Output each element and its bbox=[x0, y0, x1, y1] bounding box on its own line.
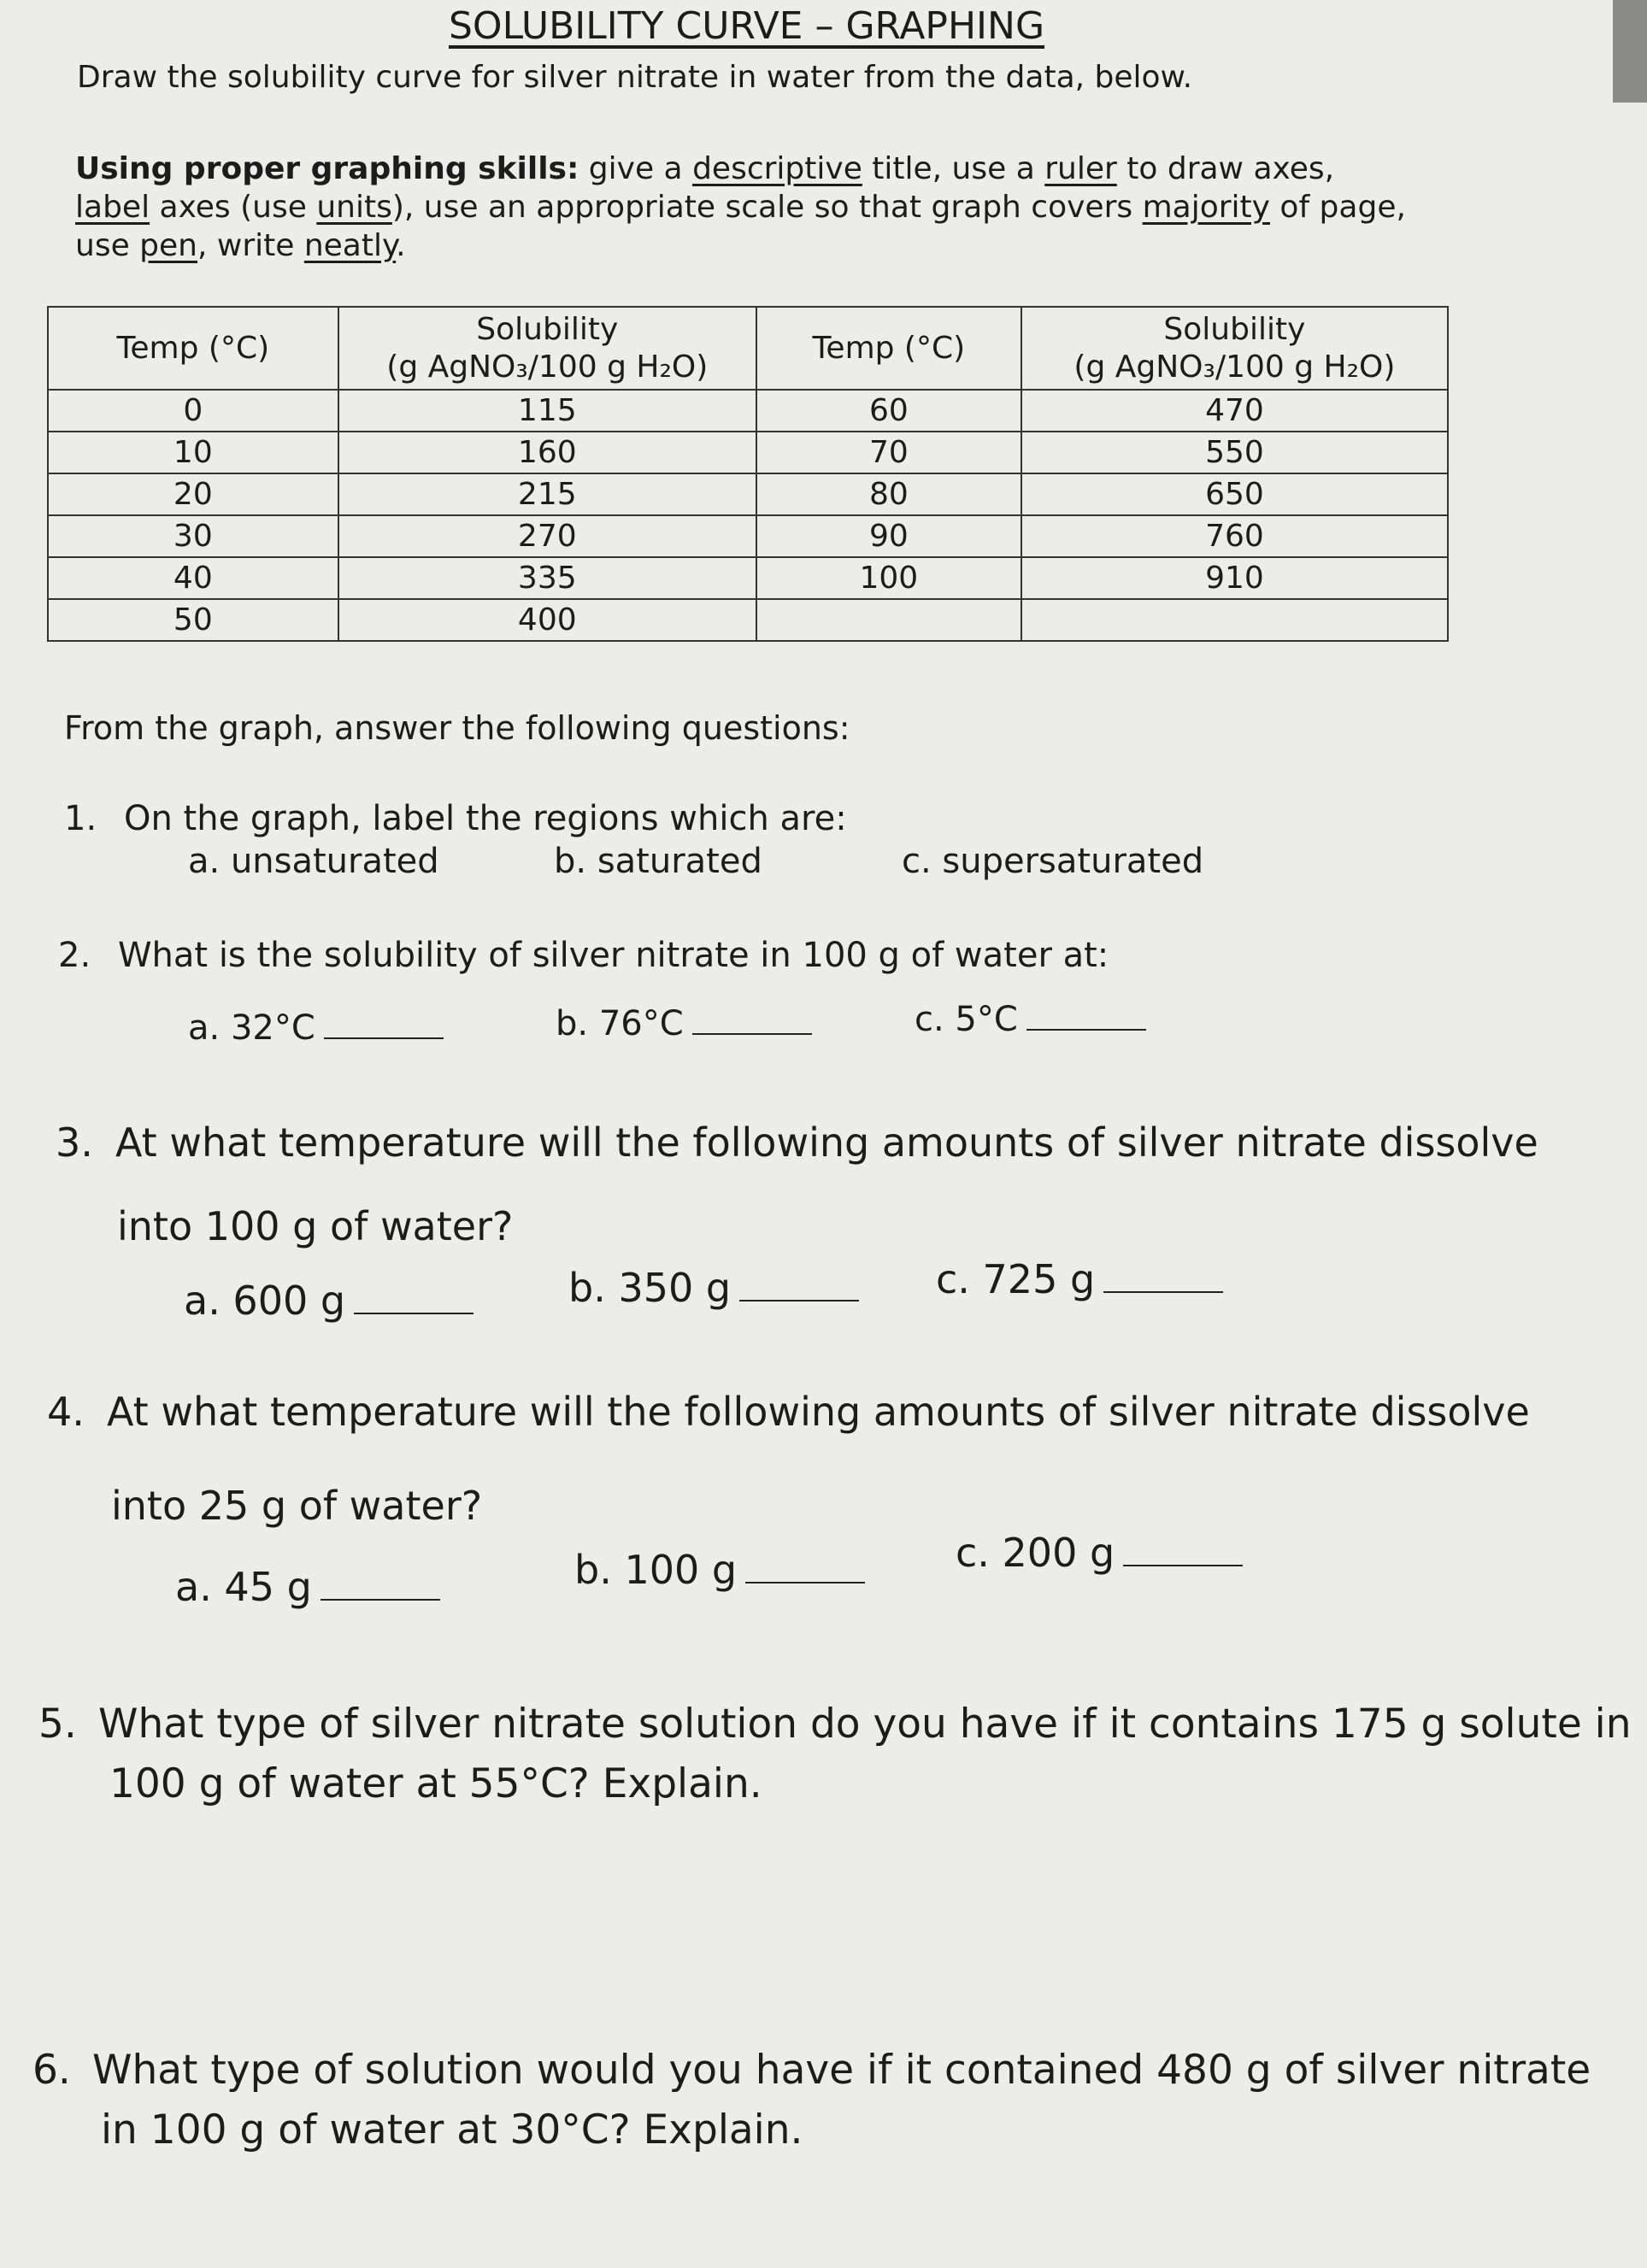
skills-descriptive: descriptive bbox=[692, 151, 862, 186]
question-text: At what temperature will the following amounts of silver nitrate dissolve bbox=[107, 1389, 1530, 1435]
q4-option-a bbox=[175, 1564, 440, 1610]
question-5-line2: 100 g of water at 55°C? Explain. bbox=[109, 1760, 762, 1807]
header-solubility-1 bbox=[338, 307, 756, 390]
question-number: 1. bbox=[64, 799, 97, 838]
cell-temp: 80 bbox=[756, 473, 1021, 515]
header-sol-line1: Solubility bbox=[476, 311, 619, 347]
header-sol-line2: (g AgNO₃/100 g H₂O) bbox=[1073, 349, 1396, 385]
skills-text: , write bbox=[197, 228, 304, 263]
question-text: What type of silver nitrate solution do you have if it contains 175 g solute in bbox=[98, 1701, 1632, 1748]
question-3 bbox=[56, 1119, 1538, 1166]
question-4-line2: into 25 g of water? bbox=[111, 1483, 483, 1529]
intro-instruction: Draw the solubility curve for silver nitrate in water from the data, below. bbox=[77, 60, 1193, 95]
cell-solubility: 910 bbox=[1021, 557, 1448, 599]
skills-neatly: neatly bbox=[303, 228, 397, 263]
answer-blank[interactable] bbox=[354, 1287, 474, 1314]
header-temp-2: Temp (°C) bbox=[756, 307, 1021, 390]
table-row bbox=[48, 557, 1448, 599]
question-number: 6. bbox=[32, 2047, 71, 2094]
cell-temp: 20 bbox=[48, 473, 338, 515]
answer-blank[interactable] bbox=[1026, 1003, 1146, 1031]
answer-blank[interactable] bbox=[1123, 1539, 1243, 1566]
cell-temp bbox=[756, 599, 1021, 641]
q4-option-b bbox=[574, 1547, 865, 1593]
option-label: a. 45 g bbox=[175, 1564, 312, 1610]
skills-majority: majority bbox=[1142, 190, 1270, 225]
answer-blank[interactable] bbox=[1103, 1266, 1223, 1293]
answer-blank[interactable] bbox=[321, 1573, 440, 1601]
skills-text: give a bbox=[579, 151, 693, 186]
header-sol-line1: Solubility bbox=[1163, 311, 1306, 347]
skills-label: label bbox=[75, 190, 150, 225]
skills-text: axes (use bbox=[150, 190, 317, 225]
question-2 bbox=[58, 936, 1109, 975]
questions-lead: From the graph, answer the following questions: bbox=[64, 709, 850, 747]
skills-text: of page, use bbox=[75, 190, 1406, 263]
q3-option-a bbox=[184, 1278, 474, 1324]
answer-blank[interactable] bbox=[745, 1556, 865, 1583]
option-label: c. 200 g bbox=[956, 1530, 1115, 1576]
table-header-row bbox=[48, 307, 1448, 390]
header-sol-line2: (g AgNO₃/100 g H₂O) bbox=[386, 349, 709, 385]
cell-solubility: 760 bbox=[1021, 515, 1448, 557]
cell-solubility: 470 bbox=[1021, 390, 1448, 432]
cell-temp: 100 bbox=[756, 557, 1021, 599]
table-row bbox=[48, 599, 1448, 641]
q3-option-b bbox=[568, 1265, 859, 1311]
table-row bbox=[48, 515, 1448, 557]
cell-temp: 60 bbox=[756, 390, 1021, 432]
question-6-line2: in 100 g of water at 30°C? Explain. bbox=[101, 2106, 803, 2153]
question-number: 2. bbox=[58, 936, 91, 975]
cell-temp: 10 bbox=[48, 432, 338, 473]
solubility-data-table bbox=[47, 306, 1449, 642]
skills-text: ), use an appropriate scale so that graph covers bbox=[391, 190, 1143, 225]
cell-temp: 50 bbox=[48, 599, 338, 641]
cell-solubility: 550 bbox=[1021, 432, 1448, 473]
option-label: a. 600 g bbox=[184, 1278, 346, 1324]
q3-option-c bbox=[936, 1256, 1223, 1302]
question-text: At what temperature will the following amounts of silver nitrate dissolve bbox=[115, 1119, 1538, 1166]
cell-solubility: 335 bbox=[338, 557, 756, 599]
question-text: What type of solution would you have if it contained 480 g of silver nitrate bbox=[92, 2047, 1591, 2094]
skills-text: . bbox=[396, 228, 406, 263]
option-label: c. 725 g bbox=[936, 1256, 1096, 1302]
header-temp-1: Temp (°C) bbox=[48, 307, 338, 390]
option-label: c. 5°C bbox=[915, 1000, 1018, 1039]
q2-option-c bbox=[915, 1000, 1146, 1039]
cell-solubility: 270 bbox=[338, 515, 756, 557]
cell-solubility bbox=[1021, 599, 1448, 641]
question-3-line2: into 100 g of water? bbox=[117, 1203, 514, 1249]
cell-temp: 90 bbox=[756, 515, 1021, 557]
page-edge-shadow bbox=[1613, 0, 1647, 103]
question-number: 5. bbox=[38, 1701, 77, 1748]
cell-temp: 30 bbox=[48, 515, 338, 557]
question-6 bbox=[32, 2047, 1591, 2094]
q1-option-b: b. saturated bbox=[554, 842, 762, 881]
graphing-skills-instruction bbox=[75, 150, 1409, 265]
cell-solubility: 650 bbox=[1021, 473, 1448, 515]
q4-option-c bbox=[956, 1530, 1243, 1576]
cell-temp: 40 bbox=[48, 557, 338, 599]
table-row bbox=[48, 432, 1448, 473]
option-label: b. 350 g bbox=[568, 1265, 732, 1311]
option-label: b. 100 g bbox=[574, 1547, 738, 1593]
cell-solubility: 215 bbox=[338, 473, 756, 515]
cell-solubility: 400 bbox=[338, 599, 756, 641]
q2-option-a bbox=[188, 1008, 444, 1048]
option-label: b. 76°C bbox=[556, 1004, 684, 1043]
question-1 bbox=[64, 799, 847, 838]
question-number: 4. bbox=[47, 1389, 85, 1435]
q1-option-c: c. supersaturated bbox=[902, 842, 1204, 881]
question-text: What is the solubility of silver nitrate in 100 g of water at: bbox=[118, 936, 1109, 975]
header-solubility-2 bbox=[1021, 307, 1448, 390]
skills-ruler: ruler bbox=[1044, 151, 1117, 186]
worksheet-title: SOLUBILITY CURVE – GRAPHING bbox=[449, 4, 1045, 48]
question-text: On the graph, label the regions which are: bbox=[124, 799, 847, 838]
skills-text: title, use a bbox=[862, 151, 1045, 186]
answer-blank[interactable] bbox=[692, 1008, 812, 1035]
question-5 bbox=[38, 1701, 1632, 1748]
q2-option-b bbox=[556, 1004, 812, 1043]
cell-temp: 70 bbox=[756, 432, 1021, 473]
option-label: a. 32°C bbox=[188, 1008, 315, 1048]
skills-text: to draw axes, bbox=[1116, 151, 1335, 186]
table-row bbox=[48, 473, 1448, 515]
cell-solubility: 160 bbox=[338, 432, 756, 473]
answer-blank[interactable] bbox=[324, 1012, 444, 1039]
skills-pen: pen bbox=[139, 228, 197, 263]
cell-solubility: 115 bbox=[338, 390, 756, 432]
question-4 bbox=[47, 1389, 1530, 1435]
answer-blank[interactable] bbox=[739, 1274, 859, 1301]
skills-units: units bbox=[316, 190, 392, 225]
q1-option-a: a. unsaturated bbox=[188, 842, 439, 881]
cell-temp: 0 bbox=[48, 390, 338, 432]
skills-lead: Using proper graphing skills: bbox=[75, 151, 579, 186]
table-row bbox=[48, 390, 1448, 432]
question-number: 3. bbox=[56, 1119, 93, 1166]
